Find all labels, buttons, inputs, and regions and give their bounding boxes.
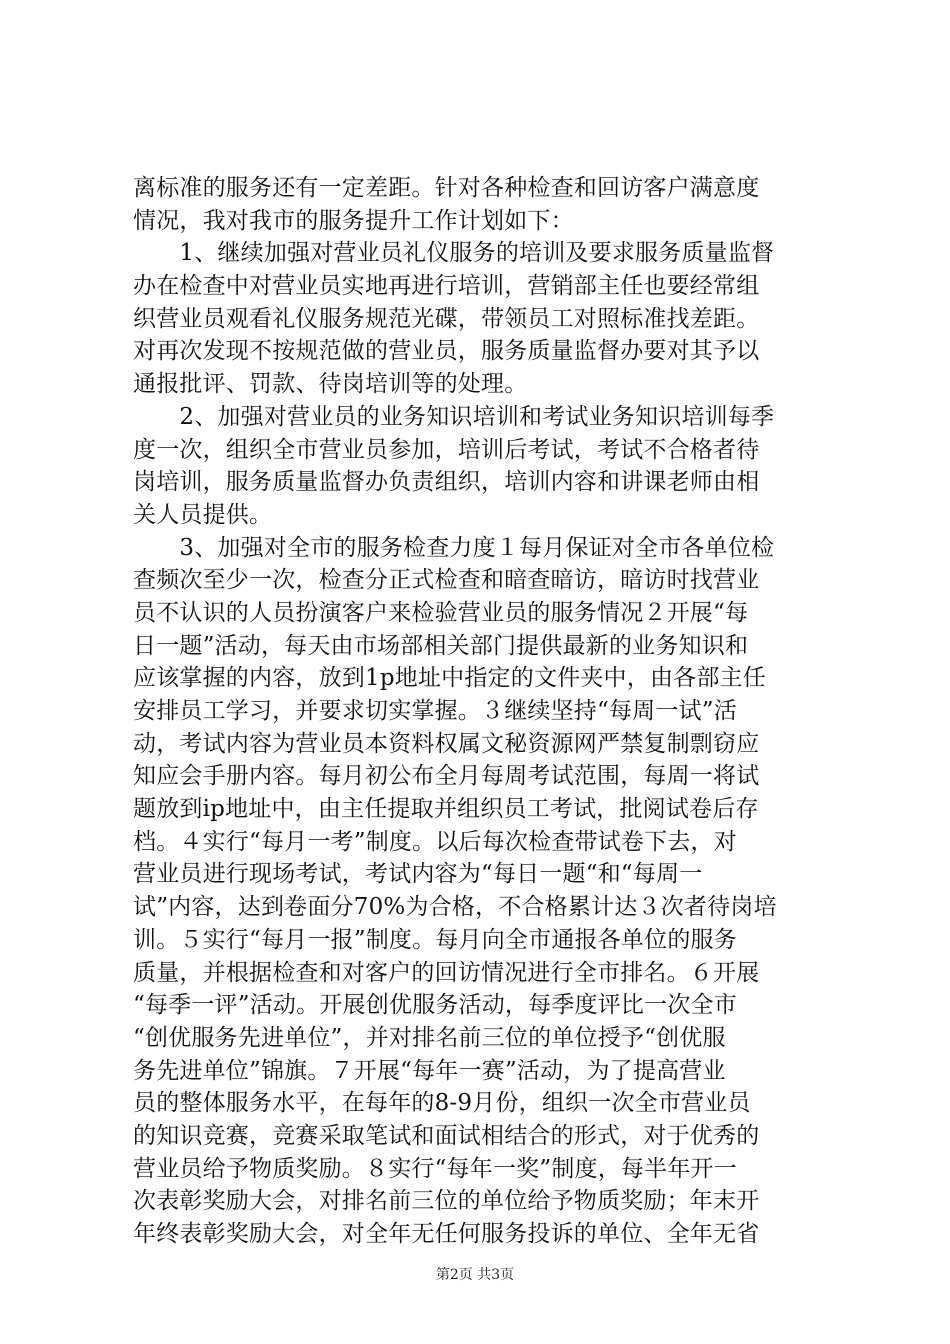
text-line: 题放到ip地址中，由主任提取并组织员工考试，批阅试卷后存 xyxy=(133,796,759,823)
text-line: 安排员工学习，并要求切实掌握。３继续坚持“每周一试”活 xyxy=(133,698,737,724)
text-line: 情况，我对我市的服务提升工作计划如下： xyxy=(133,207,574,234)
text-line: 3、加强对全市的服务检查力度１每月保证对全市各单位检 xyxy=(133,534,775,561)
text-line: 营业员进行现场考试，考试内容为“每日一题“和“每周一 xyxy=(133,861,703,888)
text-line: 离标准的服务还有一定差距。针对各种检查和回访客户满意度 xyxy=(133,175,760,201)
text-line: 务先进单位”锦旗。７开展“每年一赛”活动，为了提高营业 xyxy=(133,1057,726,1084)
text-line: 员不认识的人员扮演客户来检验营业员的服务情况２开展“每 xyxy=(133,599,749,626)
text-line: 关人员提供。 xyxy=(133,501,273,528)
text-line: 1、继续加强对营业员礼仪服务的培训及要求服务质量监督 xyxy=(133,240,775,267)
text-line: 训。５实行“每月一报”制度。每月向全市通报各单位的服务 xyxy=(133,926,737,953)
text-line: 次表彰奖励大会，对排名前三位的单位给予物质奖励；年末开 xyxy=(133,1188,760,1215)
text-line: 对再次发现不按规范做的营业员，服务质量监督办要对其予以 xyxy=(133,338,760,365)
text-line: 知应会手册内容。每月初公布全月每周考试范围，每周一将试 xyxy=(133,763,760,790)
text-line: 查频次至少一次，检查分正式检查和暗查暗访，暗访时找营业 xyxy=(133,567,760,594)
text-line: 办在检查中对营业员实地再进行培训，营销部主任也要经常组 xyxy=(133,273,760,300)
text-line: 日一题”活动，每天由市场部相关部门提供最新的业务知识和 xyxy=(133,632,749,659)
text-line: 档。４实行“每月一考”制度。以后每次检查带试卷下去，对 xyxy=(133,828,737,855)
text-line: 营业员给予物质奖励。８实行“每年一奖”制度，每半年开一 xyxy=(133,1155,737,1182)
text-line: 试”内容，达到卷面分70%为合格，不合格累计达３次者待岗培 xyxy=(133,894,777,921)
text-line: “创优服务先进单位”，并对排名前三位的单位授予“创优服 xyxy=(133,1024,726,1051)
text-line: 质量，并根据检查和对客户的回访情况进行全市排名。６开展 xyxy=(133,959,760,986)
text-line: 应该掌握的内容，放到1p地址中指定的文件夹中，由各部主任 xyxy=(133,665,766,692)
text-line: 织营业员观看礼仪服务规范光碟，带领员工对照标准找差距。 xyxy=(133,305,760,332)
text-line: 度一次，组织全市营业员参加，培训后考试，考试不合格者待 xyxy=(133,436,760,463)
text-line: “每季一评”活动。开展创优服务活动，每季度评比一次全市 xyxy=(133,992,737,1019)
text-line: 员的整体服务水平，在每年的8-9月份，组织一次全市营业员 xyxy=(133,1090,751,1117)
text-line: 岗培训，服务质量监督办负责组织，培训内容和讲课老师由相 xyxy=(133,469,760,496)
page-footer: 第2页 共3页 xyxy=(435,1267,515,1283)
text-line: 的知识竞赛，竞赛采取笔试和面试相结合的形式，对于优秀的 xyxy=(133,1122,760,1149)
body-text xyxy=(133,172,833,1251)
text-line: 动，考试内容为营业员本资料权属文秘资源网严禁复制剽窃应 xyxy=(133,730,760,757)
text-line: 2、加强对营业员的业务知识培训和考试业务知识培训每季 xyxy=(133,403,775,430)
text-line: 通报批评、罚款、待岗培训等的处理。 xyxy=(133,371,528,398)
text-line: 年终表彰奖励大会，对全年无任何服务投诉的单位、全年无省 xyxy=(133,1221,760,1247)
